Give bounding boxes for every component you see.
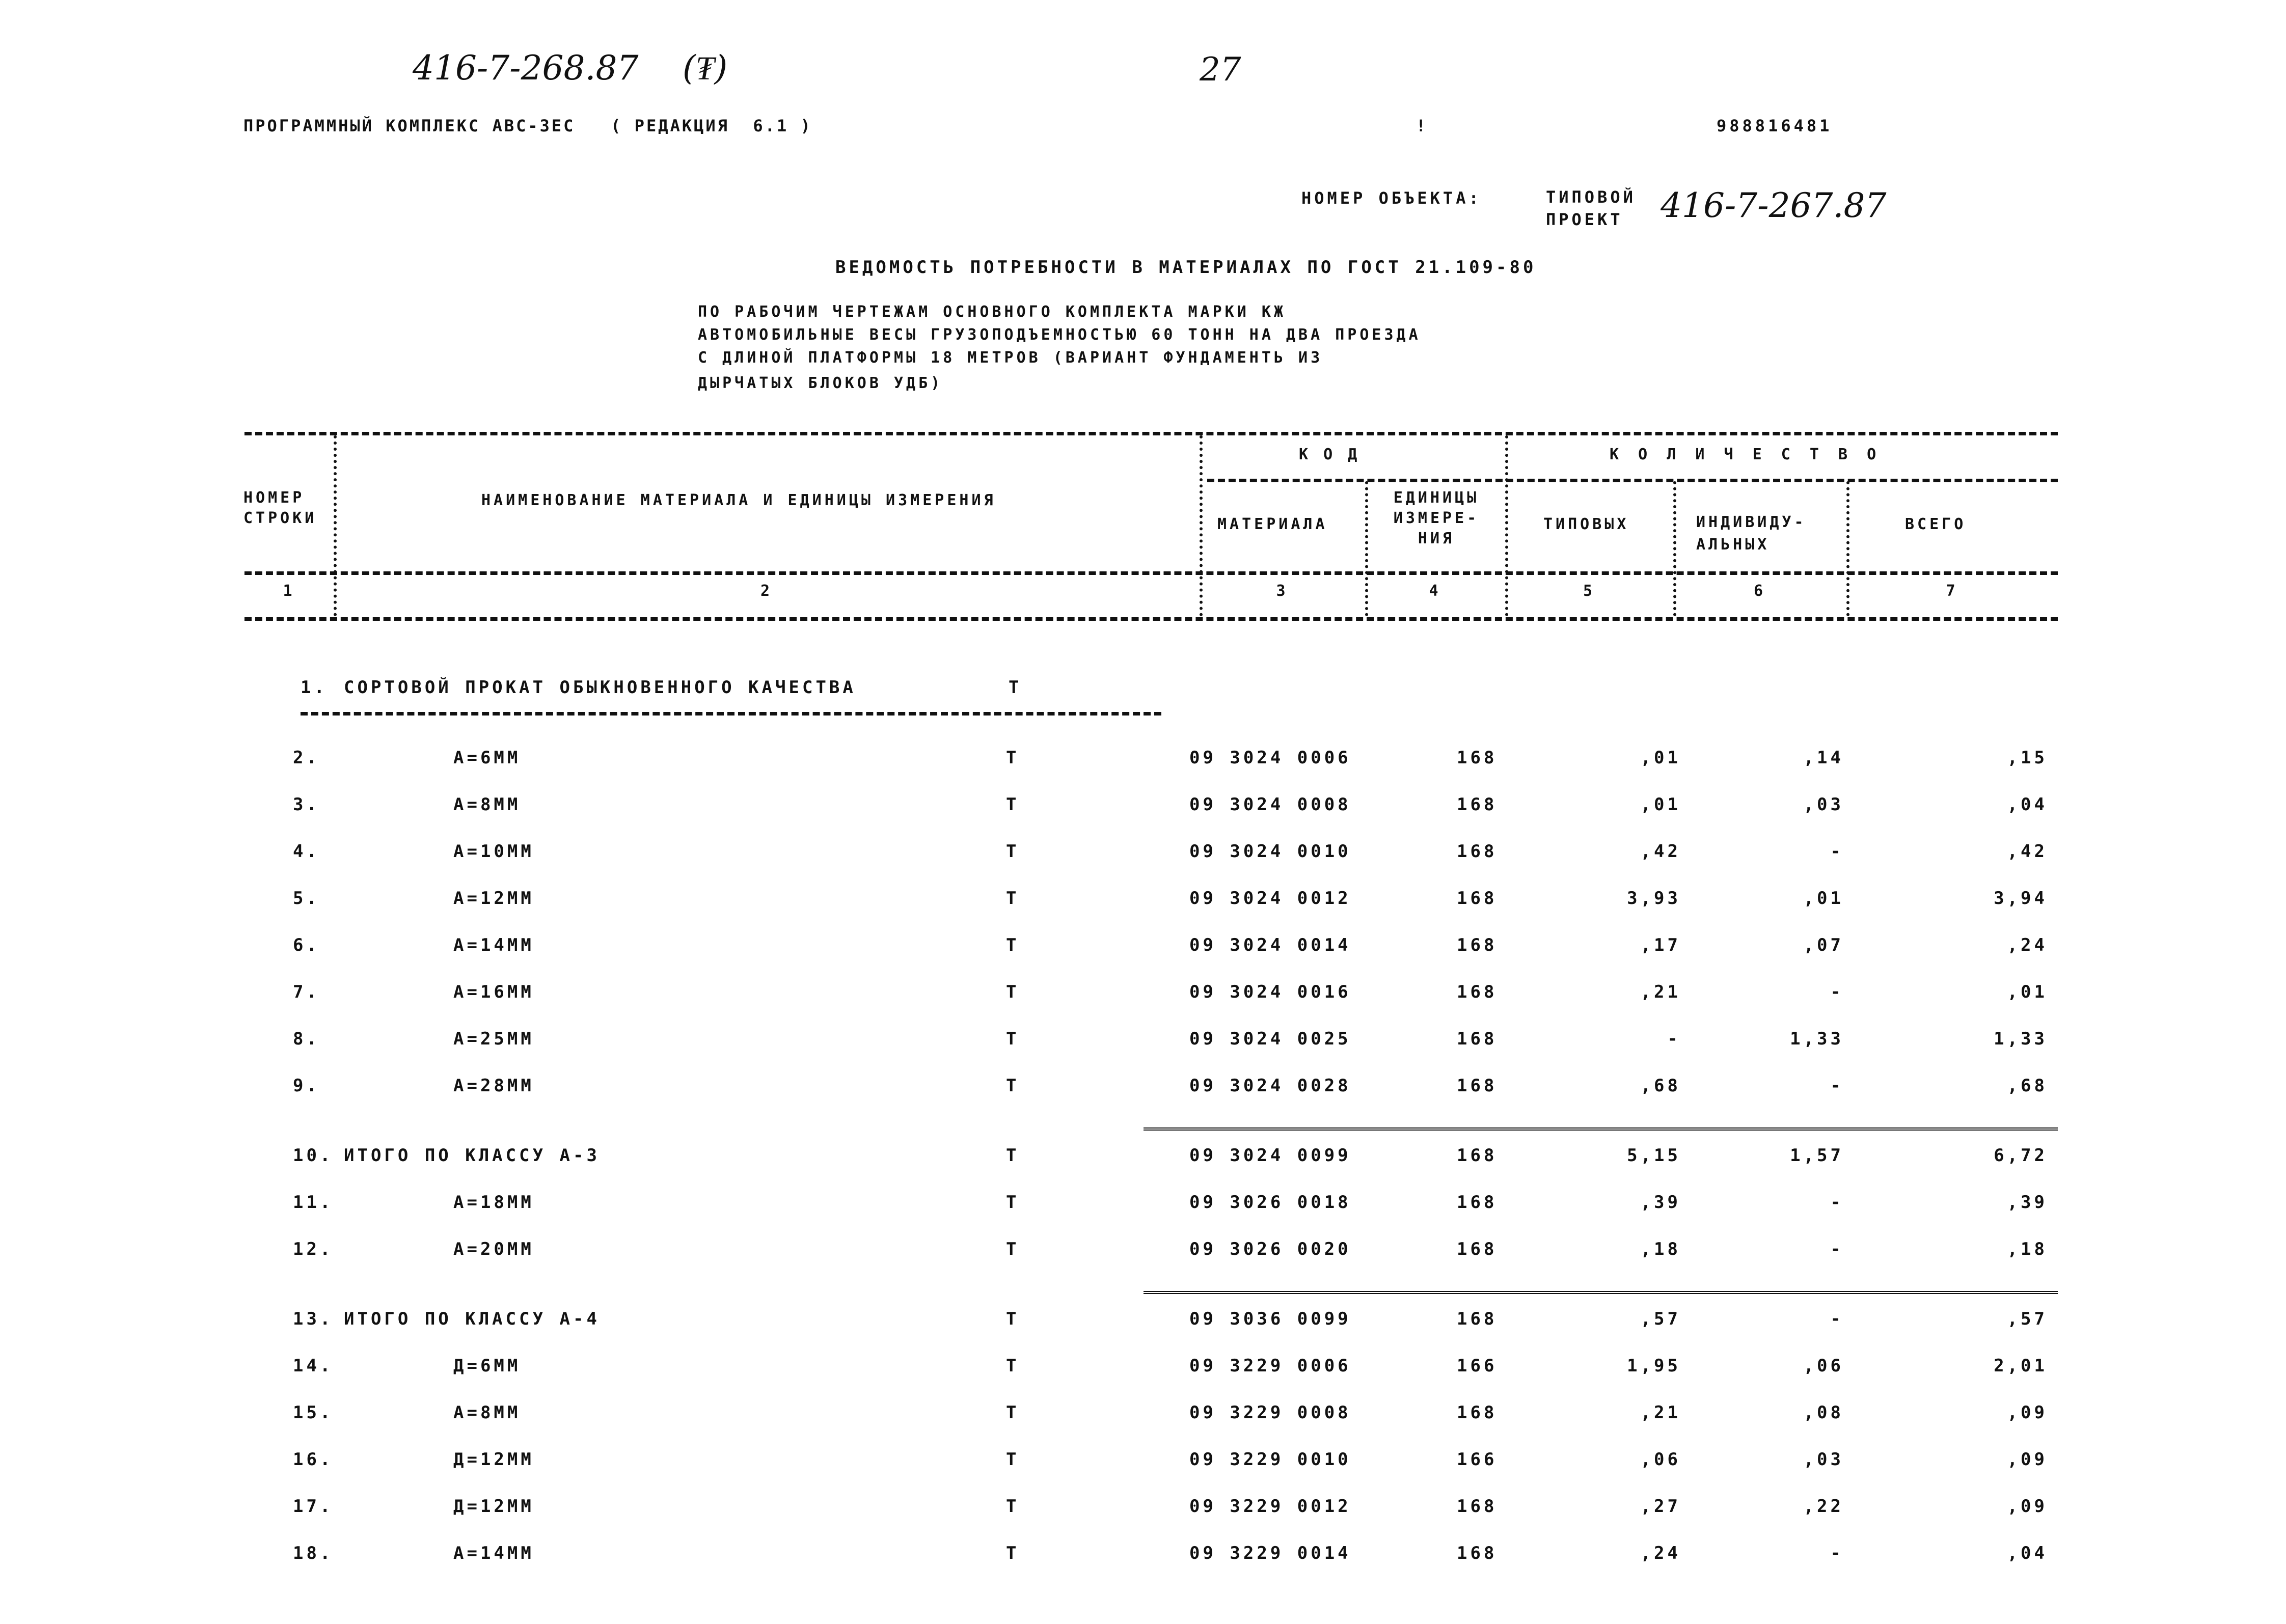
row-unit-code: 168 bbox=[1457, 1076, 1498, 1096]
section-number: 1. bbox=[301, 677, 328, 698]
quantity-typical-header: ТИПОВЫХ bbox=[1543, 515, 1629, 533]
section-underline bbox=[301, 712, 1161, 715]
row-unit: Т bbox=[1006, 1449, 1020, 1470]
row-qty-typical: ,57 bbox=[1640, 1309, 1681, 1329]
row-qty-typical: ,68 bbox=[1640, 1076, 1681, 1096]
row-number: 12. bbox=[293, 1239, 334, 1259]
row-qty-typical: ,06 bbox=[1640, 1449, 1681, 1470]
row-qty-individual: ,03 bbox=[1803, 1449, 1844, 1470]
row-qty-typical: ,21 bbox=[1640, 982, 1681, 1002]
row-qty-total: ,42 bbox=[2007, 841, 2048, 862]
row-number: 10. bbox=[293, 1145, 334, 1166]
quantity-individual-header-1: ИНДИВИДУ- bbox=[1696, 513, 1807, 531]
handwritten-mark: (₮) bbox=[683, 48, 728, 88]
row-material-name: А=10ММ bbox=[453, 841, 534, 862]
section-name: СОРТОВОЙ ПРОКАТ ОБЫКНОВЕННОГО КАЧЕСТВА bbox=[344, 677, 856, 698]
row-material-code: 09 3024 0012 bbox=[1189, 888, 1351, 909]
code-unit-header-3: НИЯ bbox=[1418, 530, 1455, 547]
row-qty-individual: 1,33 bbox=[1790, 1029, 1844, 1049]
column-number-4: 4 bbox=[1429, 582, 1441, 600]
row-unit: Т bbox=[1006, 1145, 1020, 1166]
code-unit-header-2: ИЗМЕРЕ- bbox=[1393, 509, 1480, 527]
row-material-code: 09 3229 0014 bbox=[1189, 1543, 1351, 1563]
row-material-code: 09 3026 0018 bbox=[1189, 1192, 1351, 1213]
section-unit: Т bbox=[1009, 677, 1022, 698]
row-unit: Т bbox=[1006, 1402, 1020, 1423]
row-number: 7. bbox=[293, 982, 320, 1002]
row-qty-individual: ,03 bbox=[1803, 794, 1844, 815]
row-qty-typical: ,01 bbox=[1640, 748, 1681, 768]
column-number-1: 1 bbox=[283, 582, 295, 600]
row-material-name: А=14ММ bbox=[453, 1543, 534, 1563]
code-group-rule bbox=[1207, 479, 2058, 482]
description-line-4: ДЫРЧАТЫХ БЛОКОВ УДБ) bbox=[698, 374, 943, 392]
row-unit-code: 166 bbox=[1457, 1449, 1498, 1470]
row-qty-total: 6,72 bbox=[1994, 1145, 2048, 1166]
row-material-code: 09 3024 0028 bbox=[1189, 1076, 1351, 1096]
quantity-group-header: К О Л И Ч Е С Т В О bbox=[1610, 446, 1882, 463]
row-qty-total: ,68 bbox=[2007, 1076, 2048, 1096]
row-number-header-1: НОМЕР bbox=[243, 489, 305, 507]
row-qty-typical: ,42 bbox=[1640, 841, 1681, 862]
row-qty-total: ,09 bbox=[2007, 1449, 2048, 1470]
row-unit: Т bbox=[1006, 1076, 1020, 1096]
row-qty-total: ,04 bbox=[2007, 794, 2048, 815]
row-number: 13. bbox=[293, 1309, 334, 1329]
row-qty-individual: ,07 bbox=[1803, 935, 1844, 955]
handwritten-doc-number: 416-7-268.87 bbox=[413, 48, 639, 88]
row-qty-typical: ,21 bbox=[1640, 1402, 1681, 1423]
total-separator-line bbox=[1144, 1127, 2058, 1131]
object-label: НОМЕР ОБЪЕКТА: bbox=[1301, 188, 1482, 208]
row-material-name: А=6ММ bbox=[453, 748, 521, 768]
row-qty-typical: ,27 bbox=[1640, 1496, 1681, 1517]
row-unit: Т bbox=[1006, 1192, 1020, 1213]
row-number: 18. bbox=[293, 1543, 334, 1563]
row-material-name: ИТОГО ПО КЛАССУ А-4 bbox=[344, 1309, 600, 1329]
program-line: ПРОГРАММНЫЙ КОМПЛЕКС АВС-3ЕС ( РЕДАКЦИЯ 6.1 ) bbox=[243, 116, 812, 135]
row-qty-individual: - bbox=[1830, 982, 1844, 1002]
row-material-code: 09 3024 0016 bbox=[1189, 982, 1351, 1002]
row-unit-code: 168 bbox=[1457, 841, 1498, 862]
header-mid-rule bbox=[244, 571, 2058, 575]
row-qty-total: ,15 bbox=[2007, 748, 2048, 768]
row-unit: Т bbox=[1006, 794, 1020, 815]
row-qty-individual: - bbox=[1830, 1309, 1844, 1329]
row-material-code: 09 3024 0025 bbox=[1189, 1029, 1351, 1049]
row-material-name: А=16ММ bbox=[453, 982, 534, 1002]
row-qty-total: ,57 bbox=[2007, 1309, 2048, 1329]
row-material-code: 09 3024 0010 bbox=[1189, 841, 1351, 862]
row-unit-code: 166 bbox=[1457, 1356, 1498, 1376]
row-unit: Т bbox=[1006, 1496, 1020, 1517]
row-number: 9. bbox=[293, 1076, 320, 1096]
header-top-rule bbox=[244, 432, 2058, 435]
row-unit: Т bbox=[1006, 935, 1020, 955]
column-number-6: 6 bbox=[1753, 582, 1766, 600]
row-unit-code: 168 bbox=[1457, 1029, 1498, 1049]
row-number: 14. bbox=[293, 1356, 334, 1376]
row-number: 4. bbox=[293, 841, 320, 862]
row-qty-typical: ,17 bbox=[1640, 935, 1681, 955]
row-material-code: 09 3229 0012 bbox=[1189, 1496, 1351, 1517]
row-number: 2. bbox=[293, 748, 320, 768]
column-number-2: 2 bbox=[760, 582, 773, 600]
row-qty-typical: 1,95 bbox=[1627, 1356, 1681, 1376]
row-qty-typical: ,18 bbox=[1640, 1239, 1681, 1259]
row-unit-code: 168 bbox=[1457, 1402, 1498, 1423]
row-qty-individual: ,22 bbox=[1803, 1496, 1844, 1517]
row-qty-total: ,39 bbox=[2007, 1192, 2048, 1213]
row-unit: Т bbox=[1006, 982, 1020, 1002]
row-qty-typical: 5,15 bbox=[1627, 1145, 1681, 1166]
material-name-header: НАИМЕНОВАНИЕ МАТЕРИАЛА И ЕДИНИЦЫ ИЗМЕРЕНИЯ bbox=[481, 491, 996, 509]
row-qty-total: 3,94 bbox=[1994, 888, 2048, 909]
row-material-code: 09 3024 0006 bbox=[1189, 748, 1351, 768]
row-qty-total: ,18 bbox=[2007, 1239, 2048, 1259]
row-unit-code: 168 bbox=[1457, 1496, 1498, 1517]
typical-label-2: ПРОЕКТ bbox=[1546, 210, 1623, 229]
row-unit-code: 168 bbox=[1457, 1192, 1498, 1213]
row-qty-individual: - bbox=[1830, 1076, 1844, 1096]
row-qty-individual: - bbox=[1830, 1543, 1844, 1563]
row-material-code: 09 3024 0099 bbox=[1189, 1145, 1351, 1166]
row-unit: Т bbox=[1006, 1356, 1020, 1376]
row-unit: Т bbox=[1006, 841, 1020, 862]
row-qty-total: 2,01 bbox=[1994, 1356, 2048, 1376]
row-number-header-2: СТРОКИ bbox=[243, 509, 317, 527]
row-material-code: 09 3024 0008 bbox=[1189, 794, 1351, 815]
row-material-name: А=12ММ bbox=[453, 888, 534, 909]
row-qty-individual: - bbox=[1830, 1192, 1844, 1213]
row-unit: Т bbox=[1006, 888, 1020, 909]
row-unit-code: 168 bbox=[1457, 982, 1498, 1002]
row-material-name: А=18ММ bbox=[453, 1192, 534, 1213]
row-material-name: А=14ММ bbox=[453, 935, 534, 955]
row-material-code: 09 3229 0006 bbox=[1189, 1356, 1351, 1376]
row-material-code: 09 3229 0010 bbox=[1189, 1449, 1351, 1470]
row-qty-typical: ,39 bbox=[1640, 1192, 1681, 1213]
row-unit-code: 168 bbox=[1457, 1309, 1498, 1329]
row-material-code: 09 3024 0014 bbox=[1189, 935, 1351, 955]
row-number: 15. bbox=[293, 1402, 334, 1423]
code-group-header: К О Д bbox=[1299, 446, 1360, 463]
row-number: 16. bbox=[293, 1449, 334, 1470]
quantity-total-header: ВСЕГО bbox=[1905, 515, 1967, 533]
row-unit: Т bbox=[1006, 748, 1020, 768]
row-material-code: 09 3229 0008 bbox=[1189, 1402, 1351, 1423]
row-qty-total: ,09 bbox=[2007, 1402, 2048, 1423]
row-number: 6. bbox=[293, 935, 320, 955]
column-number-7: 7 bbox=[1946, 582, 1958, 600]
row-material-code: 09 3036 0099 bbox=[1189, 1309, 1351, 1329]
column-number-5: 5 bbox=[1583, 582, 1596, 600]
row-number: 8. bbox=[293, 1029, 320, 1049]
row-material-code: 09 3026 0020 bbox=[1189, 1239, 1351, 1259]
row-number: 11. bbox=[293, 1192, 334, 1213]
row-unit: Т bbox=[1006, 1029, 1020, 1049]
description-line-1: ПО РАБОЧИМ ЧЕРТЕЖАМ ОСНОВНОГО КОМПЛЕКТА МАРКИ КЖ bbox=[698, 303, 1286, 321]
statement-title: ВЕДОМОСТЬ ПОТРЕБНОСТИ В МАТЕРИАЛАХ ПО ГОСТ 21.109-80 bbox=[835, 257, 1537, 278]
code-unit-header-1: ЕДИНИЦЫ bbox=[1393, 489, 1480, 507]
row-material-name: Д=12ММ bbox=[453, 1449, 534, 1470]
row-number: 5. bbox=[293, 888, 320, 909]
row-unit-code: 168 bbox=[1457, 935, 1498, 955]
header-bottom-rule bbox=[244, 617, 2058, 621]
total-separator-line bbox=[1144, 1291, 2058, 1294]
row-qty-total: ,01 bbox=[2007, 982, 2048, 1002]
row-unit-code: 168 bbox=[1457, 794, 1498, 815]
row-qty-individual: ,14 bbox=[1803, 748, 1844, 768]
row-qty-typical: - bbox=[1667, 1029, 1681, 1049]
row-material-name: А=25ММ bbox=[453, 1029, 534, 1049]
quantity-individual-header-2: АЛЬНЫХ bbox=[1696, 536, 1770, 554]
row-qty-individual: - bbox=[1830, 1239, 1844, 1259]
row-qty-typical: ,01 bbox=[1640, 794, 1681, 815]
row-unit-code: 168 bbox=[1457, 1543, 1498, 1563]
typical-label-1: ТИПОВОЙ bbox=[1546, 187, 1636, 207]
row-number: 17. bbox=[293, 1496, 334, 1517]
row-qty-individual: 1,57 bbox=[1790, 1145, 1844, 1166]
row-qty-total: ,09 bbox=[2007, 1496, 2048, 1517]
row-unit-code: 168 bbox=[1457, 1239, 1498, 1259]
description-line-3: С ДЛИНОЙ ПЛАТФОРМЫ 18 МЕТРОВ (ВАРИАНТ ФУНДАМЕНТЬ ИЗ bbox=[698, 349, 1323, 367]
row-material-name: А=8ММ bbox=[453, 1402, 521, 1423]
row-unit-code: 168 bbox=[1457, 1145, 1498, 1166]
column-number-3: 3 bbox=[1276, 582, 1289, 600]
row-unit-code: 168 bbox=[1457, 888, 1498, 909]
row-material-name: ИТОГО ПО КЛАССУ А-3 bbox=[344, 1145, 600, 1166]
row-qty-total: 1,33 bbox=[1994, 1029, 2048, 1049]
project-number-handwritten: 416-7-267.87 bbox=[1661, 186, 1887, 225]
row-qty-typical: 3,93 bbox=[1627, 888, 1681, 909]
row-qty-typical: ,24 bbox=[1640, 1543, 1681, 1563]
row-material-name: А=8ММ bbox=[453, 794, 521, 815]
code-material-header: МАТЕРИАЛА bbox=[1217, 515, 1328, 533]
separator-mark: ! bbox=[1416, 116, 1429, 135]
row-material-name: Д=12ММ bbox=[453, 1496, 534, 1517]
row-unit: Т bbox=[1006, 1309, 1020, 1329]
row-qty-total: ,24 bbox=[2007, 935, 2048, 955]
page-number: 27 bbox=[1200, 51, 1241, 89]
row-qty-individual: ,08 bbox=[1803, 1402, 1844, 1423]
code-top-right: 988816481 bbox=[1717, 116, 1833, 135]
row-qty-total: ,04 bbox=[2007, 1543, 2048, 1563]
row-unit: Т bbox=[1006, 1543, 1020, 1563]
row-number: 3. bbox=[293, 794, 320, 815]
row-material-name: А=28ММ bbox=[453, 1076, 534, 1096]
row-qty-individual: ,01 bbox=[1803, 888, 1844, 909]
description-line-2: АВТОМОБИЛЬНЫЕ ВЕСЫ ГРУЗОПОДЪЕМНОСТЬЮ 60 ТОНН НА ДВА ПРОЕЗДА bbox=[698, 326, 1421, 344]
row-material-name: Д=6ММ bbox=[453, 1356, 521, 1376]
row-material-name: А=20ММ bbox=[453, 1239, 534, 1259]
row-unit: Т bbox=[1006, 1239, 1020, 1259]
row-qty-individual: ,06 bbox=[1803, 1356, 1844, 1376]
row-unit-code: 168 bbox=[1457, 748, 1498, 768]
row-qty-individual: - bbox=[1830, 841, 1844, 862]
